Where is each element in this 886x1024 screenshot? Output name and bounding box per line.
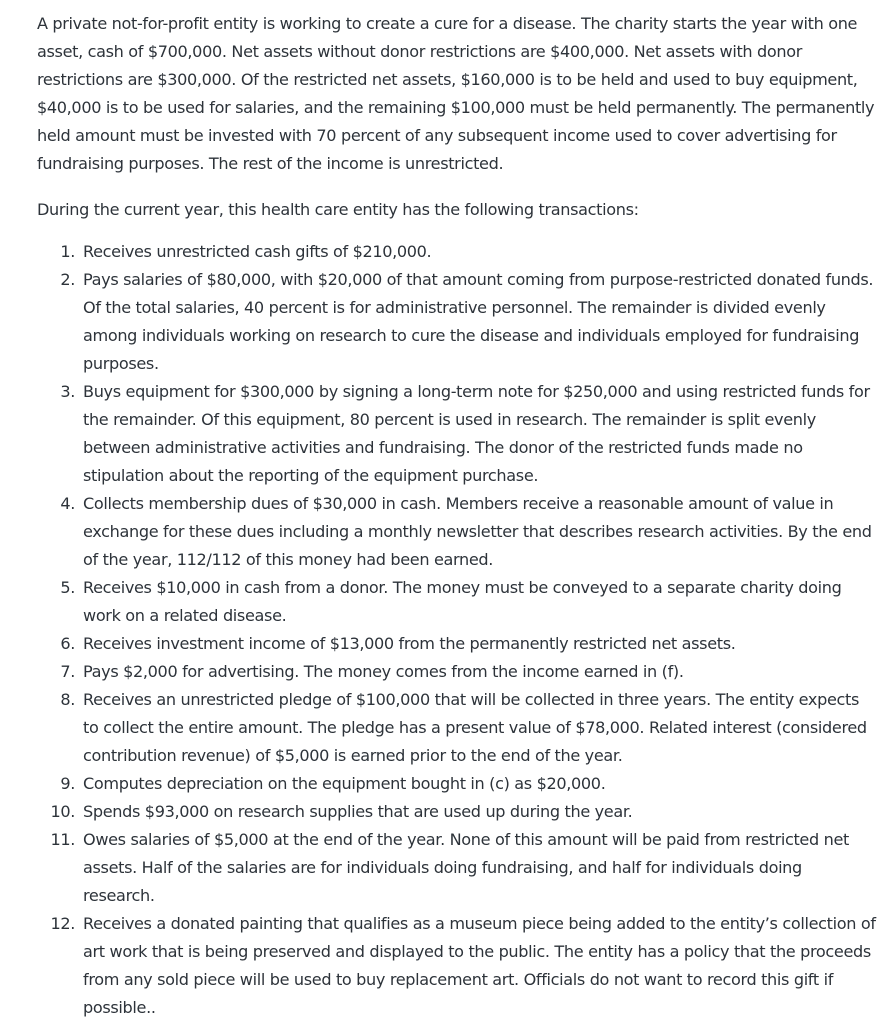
intro-paragraph: A private not-for-profit entity is working to create a cure for a disease. The charity starts the year with one asset, cash of $700,000. Net assets without donor restrictions are $400,000. Net assets with donor restrictions are $300,000. Of the restricted net assets, $160,000 is to be held and used to buy equipment, $40,000 is to be used for salaries, and the remaining $100,000 must be held permanently. The permanently held amount must be invested with 70 percent of any subsequent income used to cover advertising for fundraising purposes. The rest of the income is unrestricted. (37, 14, 875, 173)
list-item (37, 630, 877, 658)
item-number: 6. (60, 634, 75, 653)
item-number: 5. (60, 578, 75, 597)
list-item (37, 574, 877, 630)
item-text: Collects membership dues of $30,000 in cash. Members receive a reasonable amount of value in exchange for these dues including a monthly newsletter that describes research activities. By the end of the year, 112/112 of this money had been earned. (83, 494, 872, 569)
item-text: Pays salaries of $80,000, with $20,000 of that amount coming from purpose-restricted donated funds. Of the total salaries, 40 percent is for administrative personnel. The remainder is divided evenly among individuals working on research to cure the disease and individuals employed for fundraising purposes. (83, 270, 874, 373)
item-number: 7. (60, 662, 75, 681)
item-number: 3. (60, 382, 75, 401)
list-item (37, 490, 877, 574)
item-number: 11. (50, 830, 75, 849)
item-text: Buys equipment for $300,000 by signing a long-term note for $250,000 and using restricted funds for the remainder. Of this equipment, 80 percent is used in research. The remainder is split evenly between administrative activities and fundraising. The donor of the restricted funds made no stipulation about the reporting of the equipment purchase. (83, 382, 870, 485)
list-item (37, 658, 877, 686)
list-item (37, 238, 877, 266)
transactions-lead: During the current year, this health care entity has the following transactions: (37, 200, 639, 219)
item-number: 4. (60, 494, 75, 513)
item-text: Pays $2,000 for advertising. The money comes from the income earned in (f). (83, 662, 684, 681)
item-number: 1. (60, 242, 75, 261)
list-item (37, 378, 877, 490)
item-text: Computes depreciation on the equipment bought in (c) as $20,000. (83, 774, 606, 793)
list-item (37, 686, 877, 770)
item-number: 2. (60, 270, 75, 289)
item-number: 12. (50, 914, 75, 933)
item-text: Receives investment income of $13,000 from the permanently restricted net assets. (83, 634, 736, 653)
list-item (37, 910, 877, 1022)
item-number: 10. (50, 802, 75, 821)
list-item (37, 826, 877, 910)
list-item (37, 770, 877, 798)
list-item (37, 798, 877, 826)
item-number: 9. (60, 774, 75, 793)
item-text: Receives unrestricted cash gifts of $210,000. (83, 242, 432, 261)
item-text: Receives a donated painting that qualifies as a museum piece being added to the entity’s collection of art work that is being preserved and displayed to the public. The entity has a policy that the proceeds from any sold piece will be used to buy replacement art. Officials do not want to record this gift if possible.. (83, 914, 876, 1017)
item-text: Receives $10,000 in cash from a donor. The money must be conveyed to a separate charity doing work on a related disease. (83, 578, 842, 625)
item-number: 8. (60, 690, 75, 709)
list-item (37, 266, 877, 378)
item-text: Owes salaries of $5,000 at the end of the year. None of this amount will be paid from restricted net assets. Half of the salaries are for individuals doing fundraising, and half for individuals doing research. (83, 830, 849, 905)
item-text: Receives an unrestricted pledge of $100,000 that will be collected in three years. The entity expects to collect the entire amount. The pledge has a present value of $78,000. Related interest (considered contribution revenue) of $5,000 is earned prior to the end of the year. (83, 690, 867, 765)
transactions-list (37, 238, 876, 1022)
item-text: Spends $93,000 on research supplies that are used up during the year. (83, 802, 633, 821)
